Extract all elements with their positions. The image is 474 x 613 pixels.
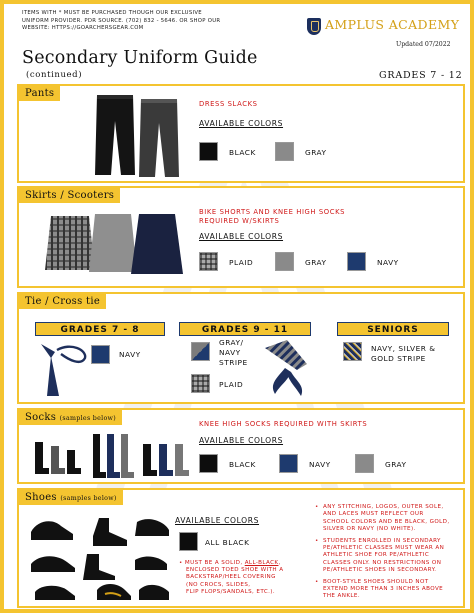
striped-tie-image [257,338,313,398]
swatch-label: GRAY [385,460,407,469]
swatch-label-line: NAVY [219,348,241,357]
color-swatch-navy [347,252,366,271]
header-note-line: ITEMS WITH * MUST BE PURCHASED THOUGH OUR EXCLUSIVE [22,10,202,16]
color-swatch-gray [275,142,294,161]
school-logo-text: AMPLUS ACADEMY [325,17,460,32]
cross-tie-image [31,340,91,398]
color-swatch-plaid [199,252,218,271]
pants-note: DRESS SLACKS [199,100,258,108]
header-note [22,10,294,33]
swatch-label: PLAID [219,380,244,389]
color-swatch-gray [275,252,294,271]
color-swatch-black [199,454,218,473]
rule-line: SCHOOL COLORS AND BE BLACK, GOLD, [323,518,450,525]
rule-line: THE ANKLE. [323,593,361,600]
section-label-text: Shoes [25,492,57,503]
section-label: Tie / Cross tie [19,294,106,309]
grade-label-9-11: GRADES 9 - 11 [179,322,311,336]
grade-label-7-8: GRADES 7 - 8 [35,322,165,336]
skirts-note-line: REQUIRED W/SKIRTS [199,217,280,225]
color-swatch-gray-navy-stripe [191,342,210,361]
shoe-rule [315,579,463,601]
shoe-rule [315,538,463,575]
rule-line: • ANY STITCHING, LOGOS, OUTER SOLE, [323,504,444,510]
shield-logo-icon [307,18,321,35]
header-note-line: WEBSITE: HTTPS://GOARCHERSGEAR.COM [22,25,144,32]
swatch-label: GRAY [305,148,327,157]
shoe-note-line: BACKSTRAP/HEEL COVERING [186,574,276,581]
rule-line: • STUDENTS ENROLLED IN SECONDARY [323,537,441,544]
shoe-rules-list [315,504,463,605]
swatch-label-line: STRIPE [219,358,248,367]
page-title: Secondary Uniform Guide [22,48,258,68]
rule-line: PE/ATHLETIC CLASSES MUST WEAR AN [323,545,445,552]
available-colors-heading: AVAILABLE COLORS [199,232,284,241]
shoe-note-line: FLIP FLOPS/SANDALS, ETC.). [186,588,276,595]
section-label: Skirts / Scooters [19,188,120,203]
skirts-note-line: BIKE SHORTS AND KNEE HIGH SOCKS [199,208,346,216]
color-swatch-plaid [191,374,210,393]
rule-line: • BOOT-STYLE SHOES SHOULD NOT [323,578,429,585]
available-colors-heading: AVAILABLE COLORS [199,119,284,128]
rule-line: ATHLETIC SHOE FOR PE/ATHLETIC [323,552,430,559]
color-swatch-black [199,142,218,161]
section-label [19,410,122,425]
shoe-note-line: • MUST BE A SOLID, ALL-BLACK, [179,560,281,566]
shoe-note-text: , [278,560,281,566]
color-swatch-black [179,532,198,551]
section-pants [17,84,465,183]
color-swatch-gray [355,454,374,473]
section-label-sub: (samples below) [60,495,117,502]
skirts-image [45,212,185,276]
rule-line: SILVER OR NAVY (NO WHITE). [323,526,416,533]
section-label: Pants [19,86,60,101]
section-shoes [17,488,465,608]
section-label-text: Socks [25,412,57,423]
shoe-note-text: MUST BE A SOLID, [184,560,245,566]
rule-line: CLASSES ONLY. NO RESTRICTIONS ON [323,559,442,566]
swatch-label: ALL BLACK [205,538,250,547]
shoe-note-line: (NO CROCS, SLIDES, [186,581,251,588]
grades-range: GRADES 7 - 12 [379,70,463,81]
socks-note: KNEE HIGH SOCKS REQUIRED WITH SKIRTS [199,420,368,428]
swatch-label-line: GOLD STRIPE [371,354,426,363]
swatch-label: PLAID [229,258,254,267]
color-swatch-navy-silver-gold-stripe [343,342,362,361]
swatch-label-line: GRAY/ [219,338,244,347]
section-label [19,490,123,505]
swatch-label-line: NAVY, SILVER & [371,344,436,353]
socks-image [31,432,191,482]
pants-image [91,91,183,179]
swatch-label: GRAY [305,258,327,267]
skirts-note [199,208,345,226]
shoes-requirement-note [179,560,307,596]
header-note-line: UNIFORM PROVIDER. PDR SOURCE. (702) 832 - 5646. OR SHOP OUR [22,17,221,24]
available-colors-heading: AVAILABLE COLORS [175,516,260,525]
page-subtitle: (continued) [26,70,83,80]
swatch-label: NAVY [119,350,141,359]
color-swatch-navy [91,345,110,364]
swatch-label: BLACK [229,148,256,157]
rule-line: PE/ATHLETIC SHOES IN SECONDARY. [323,567,437,574]
swatch-label: NAVY [309,460,331,469]
section-socks [17,408,465,484]
section-tie [17,292,465,404]
rule-line: AND LACES MUST REFLECT OUR [323,511,424,518]
rule-line: EXTEND MORE THAN 3 INCHES ABOVE [323,586,444,593]
color-swatch-navy [279,454,298,473]
swatch-label [219,338,248,368]
shoe-note-line: ENCLOSED TOED SHOE WITH A [186,567,284,574]
swatch-label: BLACK [229,460,256,469]
swatch-label: NAVY [377,258,399,267]
shoes-image [27,510,177,606]
updated-date: Updated 07/2022 [396,41,451,48]
section-skirts [17,186,465,288]
available-colors-heading: AVAILABLE COLORS [199,436,284,445]
section-label-sub: (samples below) [59,415,116,422]
shoe-note-emphasis: ALL-BLACK [244,560,279,566]
shoe-rule [315,504,463,534]
swatch-label [371,344,436,364]
grade-label-seniors: SENIORS [337,322,449,336]
